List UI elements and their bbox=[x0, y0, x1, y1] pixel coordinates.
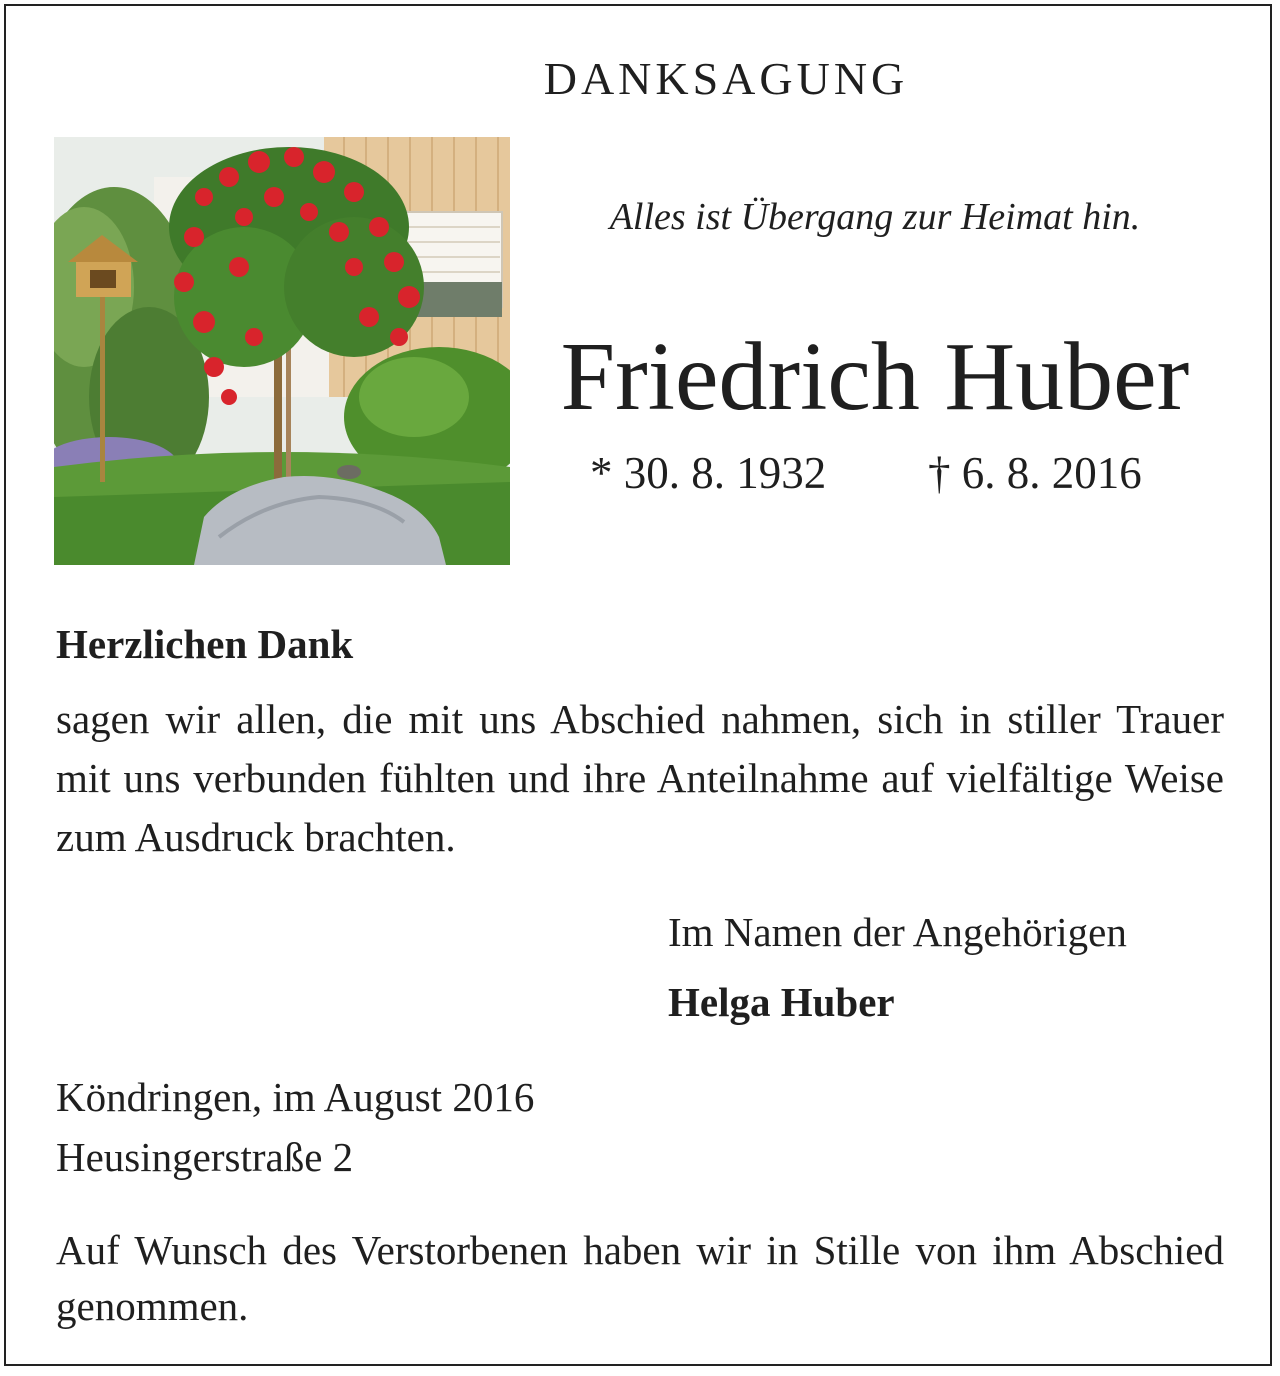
thanks-heading: Herzlichen Dank bbox=[56, 621, 354, 667]
memorial-photo bbox=[54, 137, 510, 565]
signer-name: Helga Huber bbox=[668, 979, 895, 1025]
closing-note: Auf Wunsch des Verstorbenen haben wir in Stille von ihm Abschied genommen. bbox=[56, 1227, 1224, 1329]
street-address: Heusingerstraße 2 bbox=[56, 1134, 354, 1180]
birth-date: * 30. 8. 1932 bbox=[590, 448, 827, 498]
thanks-text: sagen wir allen, die mit uns Abschied nahmen, sich in stiller Trauer mit uns verbunden fühlten und ihre Anteilnahme auf vielfältige Weise zum Ausdruck brachten. bbox=[56, 696, 1224, 860]
signature-line: Im Namen der Angehörigen bbox=[668, 909, 1127, 955]
notice-heading: DANKSAGUNG bbox=[543, 53, 909, 104]
place-date: Köndringen, im August 2016 bbox=[56, 1074, 535, 1120]
deceased-name: Friedrich Huber bbox=[560, 323, 1190, 431]
death-date: † 6. 8. 2016 bbox=[928, 448, 1142, 498]
motto-quote: Alles ist Übergang zur Heimat hin. bbox=[609, 196, 1141, 238]
